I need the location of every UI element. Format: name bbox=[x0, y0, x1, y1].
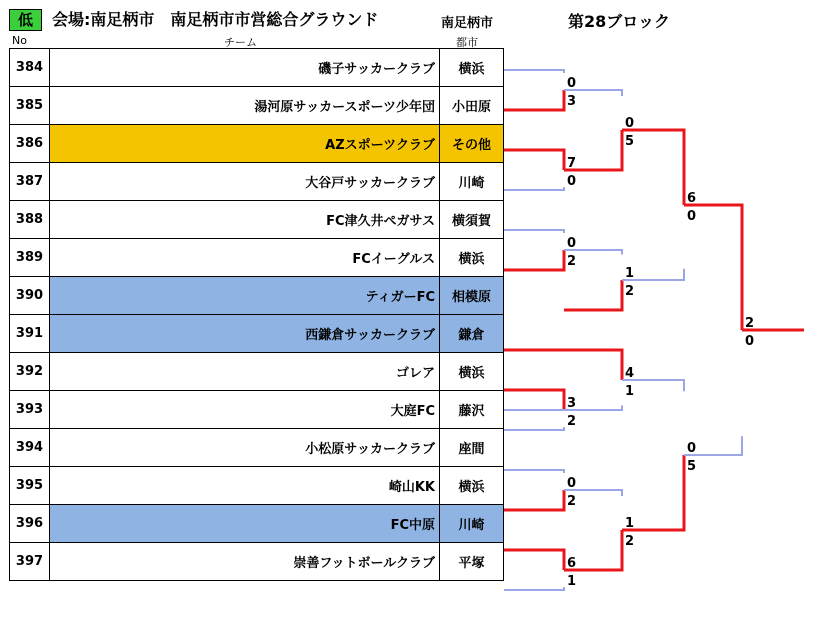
team-name: 小松原サッカークラブ bbox=[50, 429, 440, 467]
semifinal-a-score-top: 6 bbox=[687, 191, 697, 206]
venue-title: 会場:南足柄市 南足柄市市営総合グラウンド bbox=[52, 10, 379, 29]
match-384-385-score-bottom: 3 bbox=[567, 94, 577, 109]
match-384-385-bottom-line bbox=[504, 90, 564, 110]
team-city: 横浜 bbox=[440, 467, 504, 505]
team-city: 横浜 bbox=[440, 353, 504, 391]
round2-c-score-bottom: 1 bbox=[625, 384, 635, 399]
round2-c-score-top: 4 bbox=[625, 366, 635, 381]
team-city: 川崎 bbox=[440, 163, 504, 201]
semifinal-b-score-bottom: 5 bbox=[687, 459, 697, 474]
team-number: 394 bbox=[10, 429, 50, 467]
team-number: 385 bbox=[10, 87, 50, 125]
team-city: 横浜 bbox=[440, 239, 504, 277]
team-city: 平塚 bbox=[440, 543, 504, 581]
team-number: 395 bbox=[10, 467, 50, 505]
match-386-387-top-line bbox=[504, 150, 564, 170]
team-city: 座間 bbox=[440, 429, 504, 467]
round2-d-score-bottom: 2 bbox=[625, 534, 635, 549]
match-394-395-bottom-line bbox=[504, 490, 564, 510]
semifinal-b-score-top: 0 bbox=[687, 441, 697, 456]
round2-a-score-bottom: 5 bbox=[625, 134, 635, 149]
host-city: 南足柄市 bbox=[441, 16, 494, 31]
team-number: 389 bbox=[10, 239, 50, 277]
column-header-no: No bbox=[12, 34, 27, 47]
match-396-397-bottom-line bbox=[504, 587, 564, 590]
round2-c-top-line bbox=[504, 350, 622, 380]
team-city: 川崎 bbox=[440, 505, 504, 543]
team-name: AZスポーツクラブ bbox=[50, 125, 440, 163]
column-header-city: 都市 bbox=[456, 36, 478, 49]
team-city: 小田原 bbox=[440, 87, 504, 125]
team-name: 崇善フットボールクラブ bbox=[50, 543, 440, 581]
match-388-389-score-top: 0 bbox=[567, 236, 577, 251]
match-384-385-score-top: 0 bbox=[567, 76, 577, 91]
team-number: 397 bbox=[10, 543, 50, 581]
final-score-bottom: 0 bbox=[745, 334, 755, 349]
match-392-393-score-bottom: 2 bbox=[567, 414, 577, 429]
match-386-387-score-bottom: 0 bbox=[567, 174, 577, 189]
team-name: 湯河原サッカースポーツ少年団 bbox=[50, 87, 440, 125]
team-number: 390 bbox=[10, 277, 50, 315]
team-city: 藤沢 bbox=[440, 391, 504, 429]
team-name: 崎山KK bbox=[50, 467, 440, 505]
match-388-389-top-line bbox=[504, 230, 564, 233]
team-city: その他 bbox=[440, 125, 504, 163]
match-396-397-score-bottom: 1 bbox=[567, 574, 577, 589]
team-number: 388 bbox=[10, 201, 50, 239]
team-name: 大谷戸サッカークラブ bbox=[50, 163, 440, 201]
semifinal-a-score-bottom: 0 bbox=[687, 209, 697, 224]
final-score-top: 2 bbox=[745, 316, 755, 331]
match-394-395-score-top: 0 bbox=[567, 476, 577, 491]
team-name: FC中原 bbox=[50, 505, 440, 543]
team-number: 386 bbox=[10, 125, 50, 163]
match-394-395-top-line bbox=[504, 470, 564, 473]
team-number: 384 bbox=[10, 49, 50, 87]
match-386-387-bottom-line bbox=[504, 187, 564, 190]
match-388-389-score-bottom: 2 bbox=[567, 254, 577, 269]
round2-b-score-top: 1 bbox=[625, 266, 635, 281]
team-number: 387 bbox=[10, 163, 50, 201]
level-badge: 低 bbox=[9, 9, 42, 31]
team-city: 鎌倉 bbox=[440, 315, 504, 353]
team-name: ティガーFC bbox=[50, 277, 440, 315]
match-392-393-top-line bbox=[504, 390, 564, 410]
match-392-393-bottom-line bbox=[504, 427, 564, 430]
team-name: 大庭FC bbox=[50, 391, 440, 429]
round2-d-score-top: 1 bbox=[625, 516, 635, 531]
round2-b-bottom-line bbox=[564, 280, 622, 310]
team-number: 396 bbox=[10, 505, 50, 543]
match-386-387-score-top: 7 bbox=[567, 156, 577, 171]
match-394-395-score-bottom: 2 bbox=[567, 494, 577, 509]
block-title: 第28ブロック bbox=[568, 12, 670, 31]
round2-a-score-top: 0 bbox=[625, 116, 635, 131]
team-name: ゴレア bbox=[50, 353, 440, 391]
team-city: 横浜 bbox=[440, 49, 504, 87]
team-number: 391 bbox=[10, 315, 50, 353]
team-name: FC津久井ペガサス bbox=[50, 201, 440, 239]
match-396-397-score-top: 6 bbox=[567, 556, 577, 571]
match-396-397-top-line bbox=[504, 550, 564, 570]
team-city: 相模原 bbox=[440, 277, 504, 315]
team-name: 磯子サッカークラブ bbox=[50, 49, 440, 87]
team-name: 西鎌倉サッカークラブ bbox=[50, 315, 440, 353]
match-388-389-bottom-line bbox=[504, 250, 564, 270]
column-header-team: チーム bbox=[224, 36, 257, 49]
match-384-385-top-line bbox=[504, 70, 564, 73]
team-city: 横須賀 bbox=[440, 201, 504, 239]
round2-b-score-bottom: 2 bbox=[625, 284, 635, 299]
team-number: 393 bbox=[10, 391, 50, 429]
team-number: 392 bbox=[10, 353, 50, 391]
match-392-393-score-top: 3 bbox=[567, 396, 577, 411]
team-name: FCイーグルス bbox=[50, 239, 440, 277]
